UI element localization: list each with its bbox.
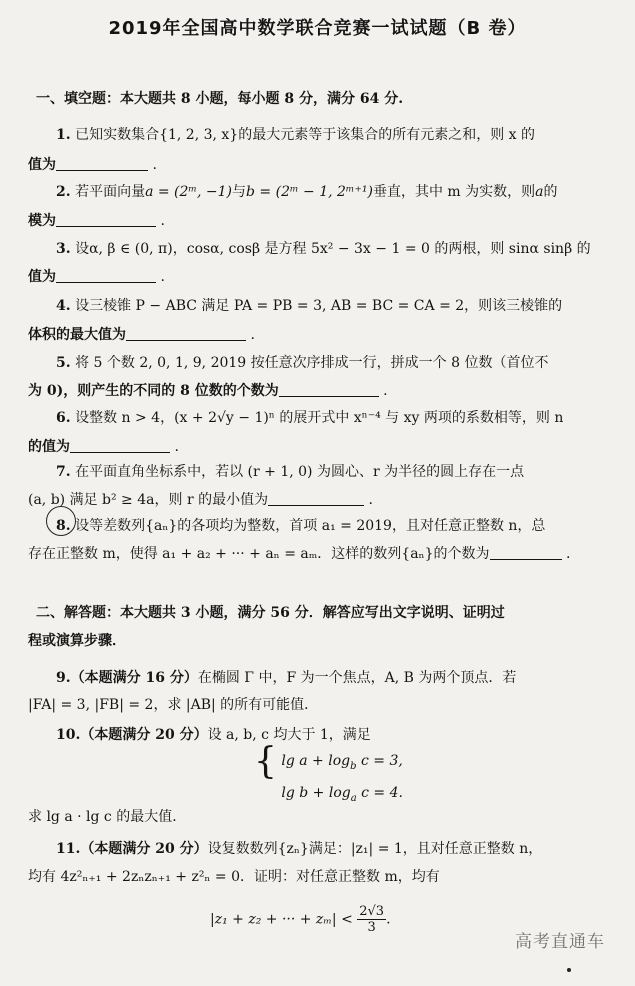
fraction <box>357 904 386 935</box>
question-cont-text: 均有 4z²ₙ₊₁ + 2zₙzₙ₊₁ + z²ₙ = 0．证明：对任意正整数 m，均有 <box>28 869 440 885</box>
question-8 <box>56 515 545 535</box>
brace-symbol: { <box>254 741 277 782</box>
question-3 <box>56 238 591 258</box>
question-cont-text: 的值为 <box>28 439 70 455</box>
question-6 <box>56 407 563 427</box>
answer-blank[interactable] <box>490 545 562 560</box>
question-11 <box>56 838 542 858</box>
question-9 <box>56 667 516 687</box>
equation-system <box>254 741 403 812</box>
inequality-end: . <box>386 911 391 928</box>
answer-blank[interactable] <box>56 212 156 227</box>
question-1-cont: 值为 . <box>28 157 157 173</box>
question-number: 8. <box>56 518 71 534</box>
question-9-cont <box>28 694 318 714</box>
inequality <box>210 904 391 935</box>
question-text: 设α, β ∈ (0, π)，cosα, cosβ 是方程 5x² − 3x − 1 = 0 的两根，则 sinα sinβ 的 <box>75 241 591 257</box>
answer-blank[interactable] <box>56 268 156 283</box>
question-2-cont: 模为 . <box>28 213 165 229</box>
question-number: 7. <box>56 464 71 480</box>
question-ask-text: 求 lg a · lg c 的最大值． <box>28 809 187 825</box>
question-number: 9. <box>56 670 71 686</box>
question-number: 2. <box>56 184 71 200</box>
question-number: 3. <box>56 241 71 257</box>
question-number: 11. <box>56 841 81 857</box>
question-number: 10. <box>56 727 81 743</box>
answer-blank[interactable] <box>56 156 148 171</box>
question-2: 2. 若平面向量a = (2ᵐ, −1)与b = (2ᵐ − 1, 2ᵐ⁺¹)垂直，其中 m 为实数，则a的 <box>56 184 558 200</box>
question-5 <box>56 352 548 372</box>
question-text-mid: 与 <box>232 184 247 200</box>
question-1 <box>56 124 535 144</box>
question-10-ask <box>28 806 186 826</box>
ink-dot <box>567 968 571 972</box>
page-title: 2019年全国高中数学联合竞赛一试试题（B 卷） <box>108 18 527 39</box>
question-cont-text: 存在正整数 m，使得 a₁ + a₂ + ··· + aₙ = aₘ．这样的数列{aₙ}的个数为 <box>28 546 490 562</box>
question-score: （本题满分 20 分） <box>80 727 208 743</box>
section-solve-header: 二、解答题：本大题共 3 小题，满分 56 分．解答应写出文字说明、证明过 <box>36 605 505 621</box>
question-cont-text: (a, b) 满足 b² ≥ 4a，则 r 的最小值为 <box>28 492 269 508</box>
question-cont-text: 为 0)，则产生的不同的 8 位数的个数为 <box>28 383 279 399</box>
vector-b-expression: b = (2ᵐ − 1, 2ᵐ⁺¹) <box>246 184 373 200</box>
question-score: （本题满分 16 分） <box>70 670 198 686</box>
question-text: 设整数 n > 4，(x + 2√y − 1)ⁿ 的展开式中 xⁿ⁻⁴ 与 xy 两项的系数相等，则 n <box>75 410 564 426</box>
question-number: 5. <box>56 355 71 371</box>
fraction-denominator: 3 <box>367 920 376 935</box>
question-cont-text: 值为 <box>28 269 56 285</box>
question-cont-text: 模为 <box>28 213 56 229</box>
question-text: 设复数数列{zₙ}满足：|z₁| = 1，且对任意正整数 n， <box>207 841 543 857</box>
question-11-cont <box>28 866 440 886</box>
question-7-cont: (a, b) 满足 b² ≥ 4a，则 r 的最小值为 . <box>28 492 373 508</box>
question-cont-text: 体积的最大值为 <box>28 327 126 343</box>
question-text: 设等差数列{aₙ}的各项均为整数，首项 a₁ = 2019，且对任意正整数 n，总 <box>75 518 546 534</box>
question-cont-text: 值为 <box>28 157 56 173</box>
question-score: （本题满分 20 分） <box>80 841 208 857</box>
question-number: 6. <box>56 410 71 426</box>
fraction-numerator: 2√3 <box>359 904 385 919</box>
question-3-cont: 值为 . <box>28 269 165 285</box>
question-text: 已知实数集合{1, 2, 3, x}的最大元素等于该集合的所有元素之和，则 x 的 <box>75 127 536 143</box>
question-text-end: 的 <box>543 184 558 200</box>
question-10 <box>56 724 371 744</box>
question-text: 将 5 个数 2, 0, 1, 9, 2019 按任意次序排成一行，拼成一个 8 位数（首位不 <box>75 355 549 371</box>
question-number: 1. <box>56 127 71 143</box>
vector-a-expression: a = (2ᵐ, −1) <box>145 184 233 200</box>
section-solve-header-cont: 程或演算步骤． <box>28 633 126 649</box>
answer-blank[interactable] <box>268 491 364 506</box>
question-text: 在椭圆 Γ 中，F 为一个焦点，A, B 为两个顶点．若 <box>197 670 517 686</box>
question-5-cont: 为 0)，则产生的不同的 8 位数的个数为 . <box>28 383 388 399</box>
question-6-cont: 的值为 . <box>28 439 179 455</box>
question-cont-text: |FA| = 3, |FB| = 2，求 |AB| 的所有可能值． <box>28 697 319 713</box>
question-text-post: 垂直，其中 m 为实数，则 <box>372 184 536 200</box>
answer-blank[interactable] <box>279 382 379 397</box>
answer-blank[interactable] <box>126 326 246 341</box>
question-text: 设 a, b, c 均大于 1，满足 <box>207 727 371 743</box>
inequality-left: |z₁ + z₂ + ··· + zₘ| < <box>210 911 353 928</box>
question-text-pre: 若平面向量 <box>75 184 146 200</box>
section-fill-in-header: 一、填空题：本大题共 8 小题，每小题 8 分，满分 64 分. <box>36 91 404 107</box>
question-number: 4. <box>56 298 71 314</box>
question-text: 设三棱锥 P − ABC 满足 PA = PB = 3, AB = BC = CA = 2，则该三棱锥的 <box>75 298 563 314</box>
answer-blank[interactable] <box>70 438 170 453</box>
question-8-cont: 存在正整数 m，使得 a₁ + a₂ + ··· + aₙ = aₘ．这样的数列{aₙ}的个数为 . <box>28 546 571 562</box>
question-text: 在平面直角坐标系中，若以 (r + 1, 0) 为圆心、r 为半径的圆上存在一点 <box>75 464 525 480</box>
question-7 <box>56 461 524 481</box>
equation-2: $\lg b + \log_a c = 4$. <box>281 784 403 804</box>
question-4 <box>56 295 562 315</box>
equation-1: $\lg a + \log_b c = 3$, <box>281 753 403 772</box>
question-4-cont: 体积的最大值为 . <box>28 327 255 343</box>
watermark-text: 高考直通车 <box>515 932 605 952</box>
